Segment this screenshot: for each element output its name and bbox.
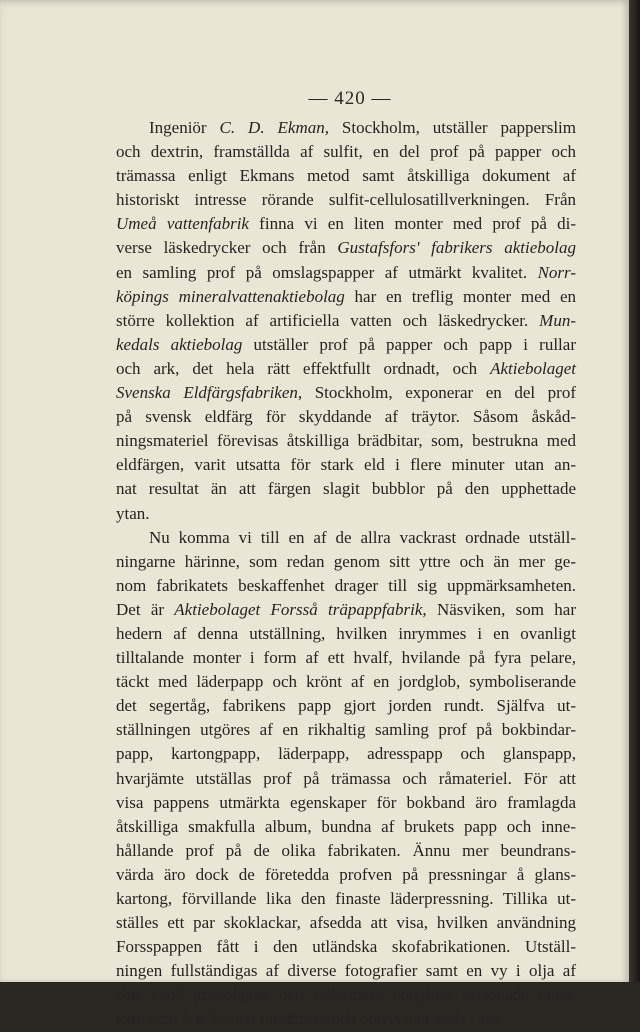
text-run: det segertåg, fabrikens papp gjort jorden rundt. Själfva ut- <box>116 696 576 716</box>
text-line <box>116 453 576 477</box>
text-line <box>116 887 576 911</box>
text-line <box>116 261 576 285</box>
text-line <box>116 598 576 622</box>
text-line <box>116 694 576 718</box>
text-run: ställes ett par skoklackar, afsedda att visa, hvilken användning <box>116 913 576 933</box>
page-number: — 420 — <box>308 88 392 109</box>
text-run: ytan. <box>116 503 150 523</box>
text-line <box>116 839 576 863</box>
text-run: utställer prof på papper och papp i rullar <box>242 334 576 354</box>
text-line <box>116 935 576 959</box>
text-run: Stockholm, exponerar en del prof <box>302 383 576 403</box>
text-line <box>116 574 576 598</box>
text-run: Ingeniör <box>149 118 220 137</box>
text-run: finna vi en liten monter med prof på di- <box>248 214 576 234</box>
paragraph-1 <box>116 116 576 526</box>
text-run: nat resultat än att färgen slagit bubblor på den upphettade <box>116 479 576 499</box>
text-line <box>116 357 576 381</box>
text-run: större kollektion af artificiella vatten och läskedrycker. <box>116 310 540 330</box>
italic-text: Mun- <box>539 310 576 330</box>
text-run: papp, kartongpapp, läderpapp, adresspapp och glanspapp, <box>116 744 576 764</box>
italic-text: köpings mineralvattenaktiebolag <box>116 286 345 306</box>
text-line <box>116 767 576 791</box>
text-run: ningsmateriel förevisas åtskilliga brädbitar, som, bestrukna med <box>116 431 576 451</box>
text-run: åtskilliga smakfulla album, bundna af brukets papp och inne- <box>116 816 576 836</box>
italic-text: Aktiebolaget Forsså träpappfabrik, <box>174 599 427 619</box>
text-line <box>116 526 576 550</box>
text-line <box>116 405 576 429</box>
text-run: kartong, förvillande lika den finaste läderpressning. Tillika ut- <box>116 889 576 908</box>
text-run: Näsviken, som har <box>426 599 576 619</box>
text-run: Stockholm, utställer papperslim <box>328 118 577 137</box>
text-line <box>116 140 576 164</box>
text-run: tilltalande monter i form af ett hvalf, hvilande på fyra pelare, <box>116 648 576 668</box>
text-run: en samling prof på omslagspapper af utmärkt kvalitet. <box>116 262 538 282</box>
text-run: ningen fullständigas af diverse fotografier samt en vy i olja af <box>116 961 576 981</box>
text-run: värda äro dock de företedda profven på pressningar å glans- <box>116 864 576 884</box>
page-edge-shadow <box>629 0 640 982</box>
text-run: och dextrin, framställda af sulfit, en del prof på papper och <box>116 142 576 162</box>
text-run: täckt med läderpapp och krönt af en jordglob, symboliserande <box>116 672 576 692</box>
text-run: eldfärgen, varit utsatta för stark eld i flere minuter utan an- <box>116 455 576 475</box>
body-text <box>116 116 576 1032</box>
text-run: hållande prof på de olika fabrikaten. Ännu mer beundrans- <box>116 840 576 860</box>
italic-text: kedals aktiebolag <box>116 334 243 354</box>
text-run: den 1868 grundlagda och sedermera betydligt utvidgade fabri- <box>116 985 576 1005</box>
text-line <box>116 718 576 742</box>
text-line <box>116 646 576 670</box>
text-run: hvarjämte utställas prof på trämassa och råmateriel. För att <box>116 768 576 788</box>
text-line <box>116 622 576 646</box>
text-line <box>116 236 576 260</box>
text-run: Nu komma vi till en af de allra vackrast ordnade utställ- <box>149 527 576 547</box>
text-line <box>116 381 576 405</box>
text-run: Forsspappen fått i den utländska skofabrikationen. Utställ- <box>116 937 576 957</box>
text-line <box>116 791 576 815</box>
text-line <box>116 188 576 212</box>
italic-text: Umeå vattenfabrik <box>116 214 249 234</box>
italic-text: Norr- <box>537 262 576 282</box>
text-run: hedern af denna utställning, hvilken inrymmes i en ovanligt <box>116 623 576 643</box>
italic-text: Svenska Eldfärgsfabriken, <box>116 383 303 403</box>
italic-text: Aktiebolaget <box>490 358 576 378</box>
text-line <box>116 502 576 526</box>
text-run: ställningen utgöres af en rikhaltig samling prof på bokbindar- <box>116 720 576 740</box>
text-run: ken, som f. n. är den förnämsta och delvis den enda i sitt <box>116 1009 500 1029</box>
text-run: verse läskedrycker och från <box>116 238 338 258</box>
italic-text: C. D. Ekman, <box>219 118 329 137</box>
text-line <box>116 911 576 935</box>
text-line <box>116 429 576 453</box>
text-line <box>116 742 576 766</box>
text-run: nom fabrikatets beskaffenhet drager till sig uppmärksamheten. <box>116 575 576 595</box>
text-line <box>116 1007 576 1031</box>
text-run: Det är <box>116 599 175 619</box>
text-run: visa pappens utmärkta egenskaper för bokband äro framlagda <box>116 792 576 812</box>
text-run: och ark, det hela rätt effektfullt ordnadt, och <box>116 358 491 378</box>
text-line <box>116 550 576 574</box>
text-line <box>116 959 576 983</box>
text-line <box>116 116 576 140</box>
text-line <box>116 863 576 887</box>
paragraph-2 <box>116 526 576 1032</box>
text-line <box>116 815 576 839</box>
text-run: trämassa enligt Ekmans metod samt åtskilliga dokument af <box>116 166 576 186</box>
text-run: på svensk eldfärg för skyddande af träytor. Såsom åskåd- <box>116 407 576 427</box>
text-line <box>116 164 576 188</box>
italic-text: Gustafsfors' fabrikers aktiebolag <box>337 238 576 258</box>
text-line <box>116 670 576 694</box>
text-line <box>116 333 576 357</box>
text-run: ningarne härinne, som redan genom sitt yttre och än mer ge- <box>116 551 576 571</box>
text-run: har en treflig monter med en <box>344 286 576 306</box>
text-line <box>116 309 576 333</box>
text-line <box>116 212 576 236</box>
text-run: historiskt intresse rörande sulfit-cellulosatillverkningen. Från <box>116 190 576 210</box>
text-line <box>116 983 576 1007</box>
text-line <box>116 285 576 309</box>
text-line <box>116 477 576 501</box>
